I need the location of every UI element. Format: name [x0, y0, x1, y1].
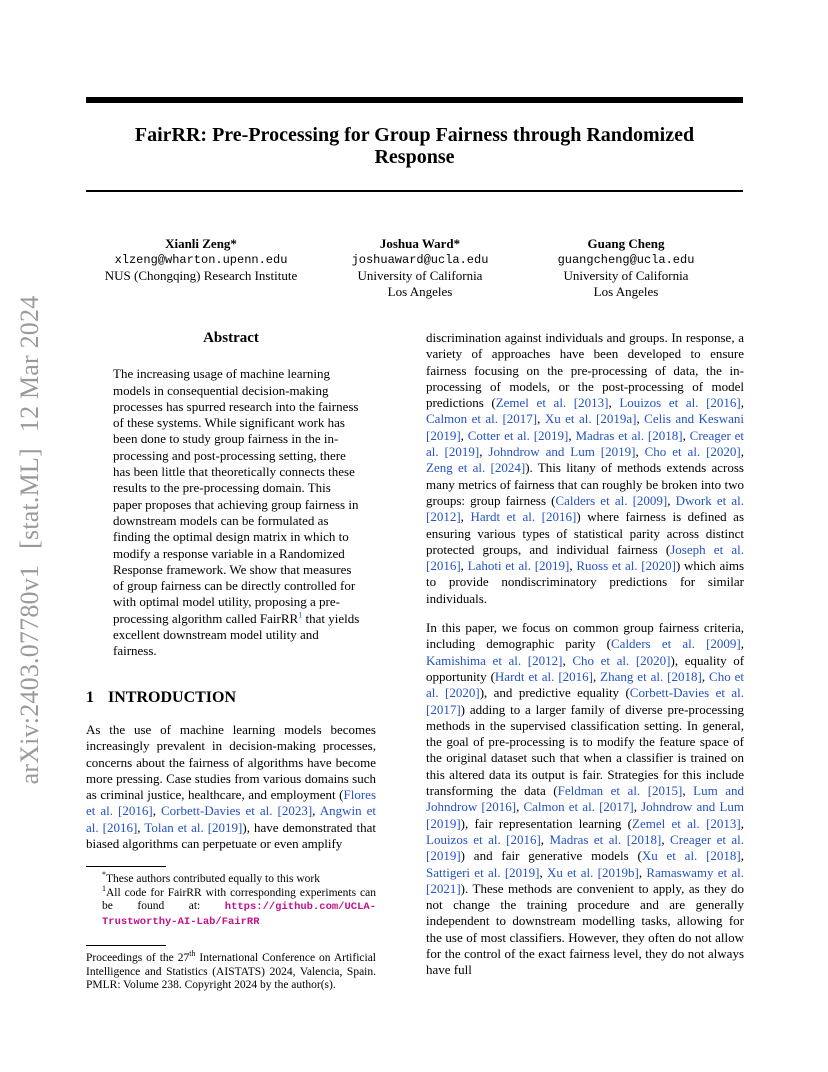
citation-link[interactable]: Creager et al. [2019]: [426, 427, 745, 460]
footnote-equal-contribution: *These authors contributed equally to this work: [102, 870, 320, 886]
citation-link[interactable]: Corbett-Davies et al. [2023]: [161, 803, 313, 819]
citation-link[interactable]: Calmon et al. [2017]: [426, 411, 538, 427]
proceedings-rule: [86, 945, 166, 946]
citation-link[interactable]: Madras et al. [2018]: [549, 831, 662, 847]
code-url-link[interactable]: https://github.com/UCLA-Trustworthy-AI-Lab/FairRR: [102, 901, 376, 928]
citation-link[interactable]: Angwin et al. [2016]: [86, 803, 377, 835]
citation-link[interactable]: Dwork et al. [2012]: [426, 492, 744, 525]
citation-link[interactable]: Feldman et al. [2015]: [557, 783, 683, 799]
paragraph-this-paper: In this paper, we focus on common group fairness criteria, including demographic parity (Calders et al. [2009], Kamishima et al. [2012], Cho et al. [2020]), equality of opportunity (Hardt et al. [2016], Zhang et al. [2018], Cho et al. [2020]), and predictive equality (Corbett-Davies et al. [2017]) adding to a larger family of diverse pre-processing methods in the supervised classification setting. In general, the goal of pre-processing is to modify the feature space of the original dataset such that when a classifier is trained on this altered data its output is fair. Strategies for this include transforming the data (Feldman et al. [2015], Lum and Johndrow [2016], Calmon et al. [2017], Johndrow and Lum [2019]), fair representation learning (Zemel et al. [2013], Louizos et al. [2016], Madras et al. [2018], Creager et al. [2019]) and fair generative models (Xu et al. [2018], Sattigeri et al. [2019], Xu et al. [2019b], Ramaswamy et al. [2021]). These methods are convenient to apply, as they do not change the training procedure and are generally independent to downstream modelling tasks, allowing for the use of most classifiers. However, they often do not allow for the control of the exact fairness level, they do not always have full: [426, 620, 745, 978]
citation-link[interactable]: Zeng et al. [2024]: [426, 460, 526, 476]
arxiv-sidebar-stamp: [10, 295, 50, 785]
footnote-mark[interactable]: 1: [298, 610, 303, 620]
title-top-rule: [86, 97, 743, 103]
citation-link[interactable]: Cho et al. [2020]: [644, 444, 741, 460]
citation-link[interactable]: Calders et al. [2009]: [555, 492, 668, 508]
author-3: Guang Cheng guangcheng@ucla.edu University of California Los Angeles: [557, 236, 695, 299]
title-bottom-rule: [86, 190, 743, 192]
citation-link[interactable]: Cotter et al. [2019]: [467, 427, 569, 443]
citation-link[interactable]: Lahoti et al. [2019]: [467, 558, 570, 574]
section-heading: 1 INTRODUCTION: [86, 688, 237, 706]
citation-link[interactable]: Corbett-Davies et al. [2017]: [426, 685, 744, 717]
citation-link[interactable]: Louizos et al. [2016]: [619, 395, 741, 411]
citation-link[interactable]: Creager et al. [2019]: [426, 831, 745, 864]
citation-link[interactable]: Cho et al. [2020]: [426, 668, 745, 701]
citation-link[interactable]: Johndrow and Lum [2019]: [488, 444, 636, 460]
citation-link[interactable]: Cho et al. [2020]: [572, 652, 671, 668]
citation-link[interactable]: Sattigeri et al. [2019]: [426, 864, 540, 880]
citation-link[interactable]: Calders et al. [2009]: [611, 636, 741, 652]
author-1: Xianli Zeng* xlzeng@wharton.upenn.edu NUS (Chongqing) Research Institute: [104, 236, 298, 283]
left-column: [86, 330, 376, 993]
paragraph-related-work: discrimination against individuals and groups. In response, a variety of approaches have been developed to ensure fairness focusing on the pre-processing of data, the in-processing of models, or the post-processing of model predictions (Zemel et al. [2013], Louizos et al. [2016], Calmon et al. [2017], Xu et al. [2019a], Celis and Keswani [2019], Cotter et al. [2019], Madras et al. [2018], Creager et al. [2019], Johndrow and Lum [2019], Cho et al. [2020], Zeng et al. [2024]). This litany of methods extends across many metrics of fairness that can roughly be broken into two groups: group fairness (Calders et al. [2009], Dwork et al. [2012], Hardt et al. [2016]) where fairness is defined as ensuring various types of statistical parity across distinct protected groups, and individual fairness (Joseph et al. [2016], Lahoti et al. [2019], Ruoss et al. [2020]) which aims to provide nondiscriminatory predictions for similar individuals.: [426, 330, 745, 606]
citation-link[interactable]: Celis and Keswani [2019]: [426, 411, 745, 443]
citation-link[interactable]: Hardt et al. [2016]: [494, 668, 593, 684]
abstract-heading: Abstract: [203, 330, 259, 346]
citation-link[interactable]: Zemel et al. [2013]: [495, 395, 609, 411]
abstract-text: The increasing usage of machine learning models in consequential decision-making processes has spurred research into the fairness of these systems. While significant work has been done to study group fairness in the in-processing and post-processing setting, there has been little that theoretically connects these results to the pre-processing domain. This paper proposes that achieving group fairness in downstream models can be formulated as finding the optimal design matrix in which to modify a response variable in a Randomized Response framework. We show that measures of group fairness can be directly controlled for with optimal model utility, proposing a pre-processing algorithm called FairRR$^1$ that yields excellent downstream model utility and fairness.: [113, 366, 360, 659]
citation-link[interactable]: Calmon et al. [2017]: [523, 799, 634, 815]
citation-link[interactable]: Ruoss et al. [2020]: [576, 558, 676, 574]
citation-link[interactable]: Xu et al. [2019b]: [547, 864, 639, 880]
citation-link[interactable]: Xu et al. [2019a]: [544, 411, 637, 427]
citation-link[interactable]: Louizos et al. [2016]: [426, 831, 541, 847]
citation-link[interactable]: Ramaswamy et al. [2021]: [426, 864, 745, 896]
author-2: Joshua Ward* joshuaward@ucla.edu University of California Los Angeles: [351, 236, 489, 299]
author-block: [86, 236, 743, 306]
citation-link[interactable]: Zhang et al. [2018]: [600, 668, 702, 684]
arxiv-id: arXiv:2403.07780v1: [15, 564, 44, 785]
footnote-rule: [86, 866, 166, 867]
arxiv-date: 12 Mar 2024: [15, 295, 44, 433]
citation-link[interactable]: Zemel et al. [2013]: [632, 815, 741, 831]
paper-title: FairRR: Pre-Processing for Group Fairness through Randomized Response: [134, 124, 695, 168]
citation-link[interactable]: Joseph et al. [2016]: [426, 541, 745, 574]
citation-link[interactable]: Tolan et al. [2019]: [144, 819, 243, 835]
citation-link[interactable]: Kamishima et al. [2012]: [426, 652, 563, 668]
citation-link[interactable]: Xu et al. [2018]: [641, 848, 741, 864]
citation-link[interactable]: Flores et al. [2016]: [86, 787, 376, 819]
arxiv-category: [stat.ML]: [15, 448, 44, 549]
intro-paragraph: As the use of machine learning models becomes increasingly prevalent in decision-making processes, concerns about the fairness of algorithms have become more pressing. Case studies from various domains such as criminal justice, healthcare, and employment (Flores et al. [2016], Corbett-Davies et al. [2023], Angwin et al. [2016], Tolan et al. [2019]), have demonstrated that biased algorithms can perpetuate or even amplify: [86, 721, 377, 852]
footnote-code: $^1$All code for FairRR with corresponding experiments can be found at: https://github.com/UCLA-Trustworthy-AI-Lab/FairRR: [102, 883, 376, 928]
citation-link[interactable]: Hardt et al. [2016]: [470, 509, 577, 525]
citation-link[interactable]: Lum and Johndrow [2016]: [426, 783, 745, 815]
citation-link[interactable]: Johndrow and Lum [2019]: [426, 799, 745, 831]
citation-link[interactable]: Madras et al. [2018]: [575, 427, 683, 443]
proceedings-note: Proceedings of the 27th International Conference on Artificial Intelligence and Statistics (AISTATS) 2024, Valencia, Spain. PMLR: Volume 238. Copyright 2024 by the author(s).: [86, 949, 377, 992]
right-column: [426, 330, 744, 979]
